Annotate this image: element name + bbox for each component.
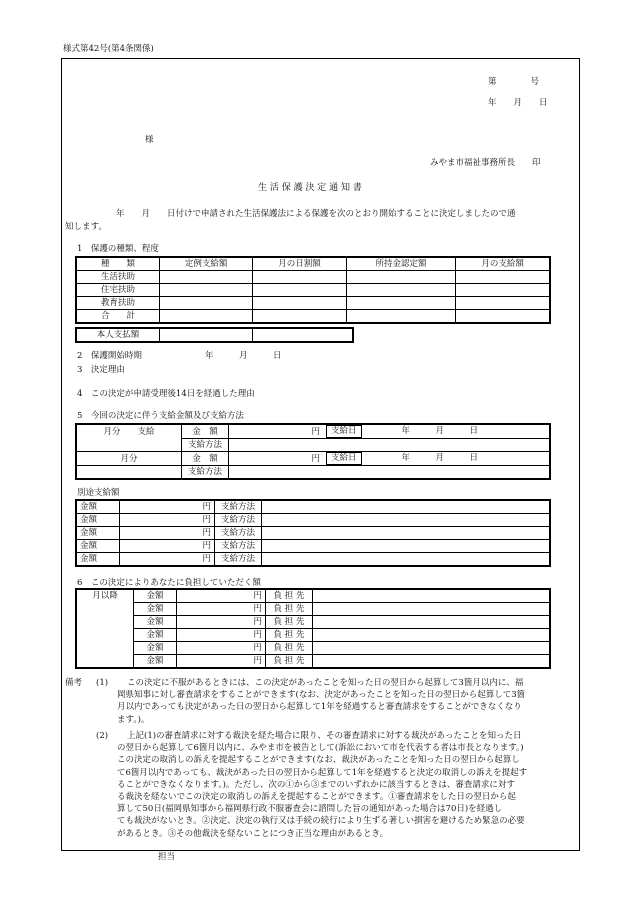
remark-line: ても裁決がないとき。②決定、決定の執行又は手続の続行により生ずる著しい損害を避けるため緊急の必要 — [117, 816, 525, 827]
separate-heading: 別途支給額 — [77, 488, 120, 498]
page-title: 生 活 保 護 決 定 通 知 書 — [258, 183, 362, 193]
remark-line: の翌日から起算して6箇月以内に、みやま市を被告として(訴訟において市を代表する者は市長となります。) — [117, 743, 524, 754]
yen-label: 円 — [177, 655, 266, 669]
remarks-label: 備考 — [65, 678, 83, 688]
remark-line: この決定の取消しの訴えを提起することができます(なお、裁決があったことを知った日の翌日から起算し — [117, 755, 520, 766]
amount-label: 金額 — [134, 616, 177, 629]
yen-label: 円 — [120, 500, 215, 514]
burden-label: 負 担 先 — [266, 629, 313, 642]
remark-1-text — [117, 677, 525, 726]
yen-label: 円 — [177, 589, 266, 603]
remark-line: この決定に不服があるときには、この決定があったことを知った日の翌日から起算して3箇月以内に、福 — [127, 678, 524, 688]
cell — [456, 297, 550, 310]
cell — [456, 284, 550, 297]
table-row — [76, 642, 550, 655]
document-date: 年 月 日 — [488, 98, 548, 108]
form-id: 様式第42号(第4条関係) — [63, 44, 154, 54]
table-row — [76, 424, 550, 439]
cell — [262, 540, 551, 553]
intro-line-2: 知します。 — [65, 222, 107, 232]
cell — [76, 642, 134, 655]
amount-label: 金額 — [134, 629, 177, 642]
sec5-heading: 5 今回の決定に伴う支給金額及び支給方法 — [77, 411, 244, 421]
row-label: 教育扶助 — [76, 297, 160, 310]
cell — [76, 439, 182, 452]
cell — [262, 514, 551, 527]
cell — [262, 527, 551, 540]
cell — [76, 616, 134, 629]
method-label: 支給方法 — [215, 527, 262, 540]
remark-line: 算して50日(福岡県知事から福岡県行政不服審査会に諮問した旨の通知があった場合は70日)を経過し — [117, 804, 503, 815]
amount-label: 金額 — [134, 655, 177, 669]
amount-label: 金額 — [134, 642, 177, 655]
header-type: 種 類 — [76, 257, 160, 271]
cell — [253, 284, 346, 297]
pay-date: 年 月 日 — [401, 426, 479, 436]
cell — [160, 284, 253, 297]
row-label: 生活扶助 — [76, 271, 160, 284]
yen-label: 円 — [120, 527, 215, 540]
month-from-label: 月以降 — [76, 589, 134, 603]
table-row — [76, 514, 550, 527]
cell — [160, 271, 253, 284]
amount-label: 金額 — [76, 500, 120, 514]
table-row — [76, 284, 550, 297]
cell — [346, 310, 455, 324]
table-row — [76, 527, 550, 540]
method-label: 支給方法 — [215, 540, 262, 553]
remark-line: る裁決を経ないでこの決定の取消しの訴えを提起することができます。①審査請求をした日の翌日から起 — [117, 792, 516, 803]
remark-2-text — [117, 730, 527, 840]
cell — [76, 655, 134, 669]
row-label: 住宅扶助 — [76, 284, 160, 297]
cell — [313, 629, 551, 642]
sec2-label: 2 保護開始時期 — [77, 351, 142, 361]
cell — [76, 466, 182, 480]
table-row — [76, 297, 550, 310]
sec1-heading: 1 保護の種類、程度 — [77, 244, 159, 254]
cell — [253, 271, 346, 284]
cell — [313, 616, 551, 629]
amount-label: 金額 — [76, 540, 120, 553]
pay-date-cell — [323, 424, 550, 439]
remark-line: 月以内であっても決定があった日の翌日から起算して1年を経過すると審査請求をすることができなくなり — [117, 702, 522, 713]
sec4-label: 4 この決定が申請受理後14日を経過した理由 — [77, 389, 255, 399]
cell — [313, 655, 551, 669]
payment-table — [75, 423, 551, 480]
amount-label: 金 額 — [182, 424, 229, 439]
burden-label: 負 担 先 — [266, 603, 313, 616]
method-label: 支給方法 — [182, 466, 229, 480]
amount-label: 金額 — [76, 527, 120, 540]
month-label-1: 月分 支給 — [76, 424, 182, 439]
remark-line: て6箇月以内であっても、裁決があった日の翌日から起算して1年を経過すると決定の取消しの訴えを提起す — [117, 767, 528, 778]
table-row — [76, 466, 550, 480]
cell — [253, 297, 346, 310]
header-monthly: 月の支給額 — [456, 257, 550, 271]
cell — [160, 297, 253, 310]
cell — [346, 271, 455, 284]
yen-label: 円 — [120, 540, 215, 553]
header-daily: 月の日割額 — [253, 257, 346, 271]
cell — [229, 439, 551, 452]
cell — [456, 310, 550, 324]
document-number: 第 号 — [488, 77, 540, 87]
table-row — [76, 629, 550, 642]
yen-label: 円 — [177, 603, 266, 616]
table-row — [76, 553, 550, 567]
table-row — [76, 439, 550, 452]
recipient-suffix: 様 — [145, 135, 154, 145]
table-row — [76, 310, 550, 324]
table-row — [76, 452, 550, 466]
cell — [160, 310, 253, 324]
sec6-heading: 6 この決定によりあなたに負担していただく額 — [77, 578, 261, 588]
burden-label: 負 担 先 — [266, 655, 313, 669]
method-label: 支給方法 — [215, 514, 262, 527]
amount-label: 金額 — [76, 514, 120, 527]
pay-date-cell — [323, 452, 550, 466]
yen-label: 円 — [177, 616, 266, 629]
cell — [253, 310, 346, 324]
burden-label: 負 担 先 — [266, 642, 313, 655]
month-label-2: 月分 — [76, 452, 182, 466]
table-row — [76, 540, 550, 553]
table-row — [76, 271, 550, 284]
intro-line-1: 年 月 日付けで申請された生活保護法による保護を次のとおり開始することに決定しましたので通 — [116, 209, 516, 219]
yen-label: 円 — [229, 424, 324, 439]
burden-label: 負 担 先 — [266, 589, 313, 603]
cell — [313, 603, 551, 616]
cell — [253, 328, 353, 342]
amount-label: 金 額 — [182, 452, 229, 466]
remark-line: ることができなくなります。)。ただし、次の①から③までのいずれかに該当するときは、審査請求に対す — [117, 779, 515, 790]
amount-label: 金額 — [134, 603, 177, 616]
header-regular: 定例支給額 — [160, 257, 253, 271]
sec2-date: 年 月 日 — [205, 351, 282, 361]
cell — [313, 642, 551, 655]
method-label: 支給方法 — [215, 500, 262, 514]
remark-line: 上記(1)の審査請求に対する裁決を経た場合に限り、その審査請求に対する裁決があったことを知った日 — [127, 731, 522, 741]
cell — [262, 500, 551, 514]
cell — [262, 553, 551, 567]
row-label: 合 計 — [76, 310, 160, 324]
self-pay-table — [75, 327, 354, 343]
remark-1-number: (1) — [96, 678, 109, 688]
table-header-row — [76, 257, 550, 271]
remark-2-number: (2) — [96, 731, 109, 741]
table-row — [76, 616, 550, 629]
cell — [313, 589, 551, 603]
pay-date-label: 支給日 — [326, 425, 362, 438]
cell — [346, 297, 455, 310]
cell — [229, 466, 551, 480]
amount-label: 金額 — [76, 553, 120, 567]
burden-table — [75, 588, 551, 669]
issuer: みやま市福祉事務所長 印 — [430, 158, 541, 168]
separate-table — [75, 499, 551, 567]
cell — [76, 629, 134, 642]
yen-label: 円 — [177, 642, 266, 655]
cell — [456, 271, 550, 284]
cell — [346, 284, 455, 297]
table-row — [76, 655, 550, 669]
method-label: 支給方法 — [182, 439, 229, 452]
yen-label: 円 — [120, 514, 215, 527]
table-row — [76, 589, 550, 603]
pay-date: 年 月 日 — [401, 453, 479, 463]
table-row — [76, 603, 550, 616]
yen-label: 円 — [120, 553, 215, 567]
table-row — [76, 500, 550, 514]
amount-label: 金額 — [134, 589, 177, 603]
self-pay-label: 本人支払額 — [76, 328, 160, 342]
assistance-table — [75, 256, 551, 324]
yen-label: 円 — [229, 452, 324, 466]
header-cash: 所持金認定額 — [346, 257, 455, 271]
cell — [76, 603, 134, 616]
method-label: 支給方法 — [215, 553, 262, 567]
remark-line: ます。)。 — [117, 714, 150, 725]
remark-line: があるとき。③その他裁決を経ないことにつき正当な理由があるとき。 — [117, 828, 389, 839]
cell — [160, 328, 253, 342]
sec3-label: 3 決定理由 — [77, 365, 125, 375]
staff-label: 担当 — [158, 852, 176, 862]
remark-line: 岡県知事に対し審査請求をすることができます(なお、決定があったことを知った日の翌日から起算して3箇 — [117, 690, 526, 701]
burden-label: 負 担 先 — [266, 616, 313, 629]
pay-date-label: 支給日 — [326, 452, 362, 465]
yen-label: 円 — [177, 629, 266, 642]
